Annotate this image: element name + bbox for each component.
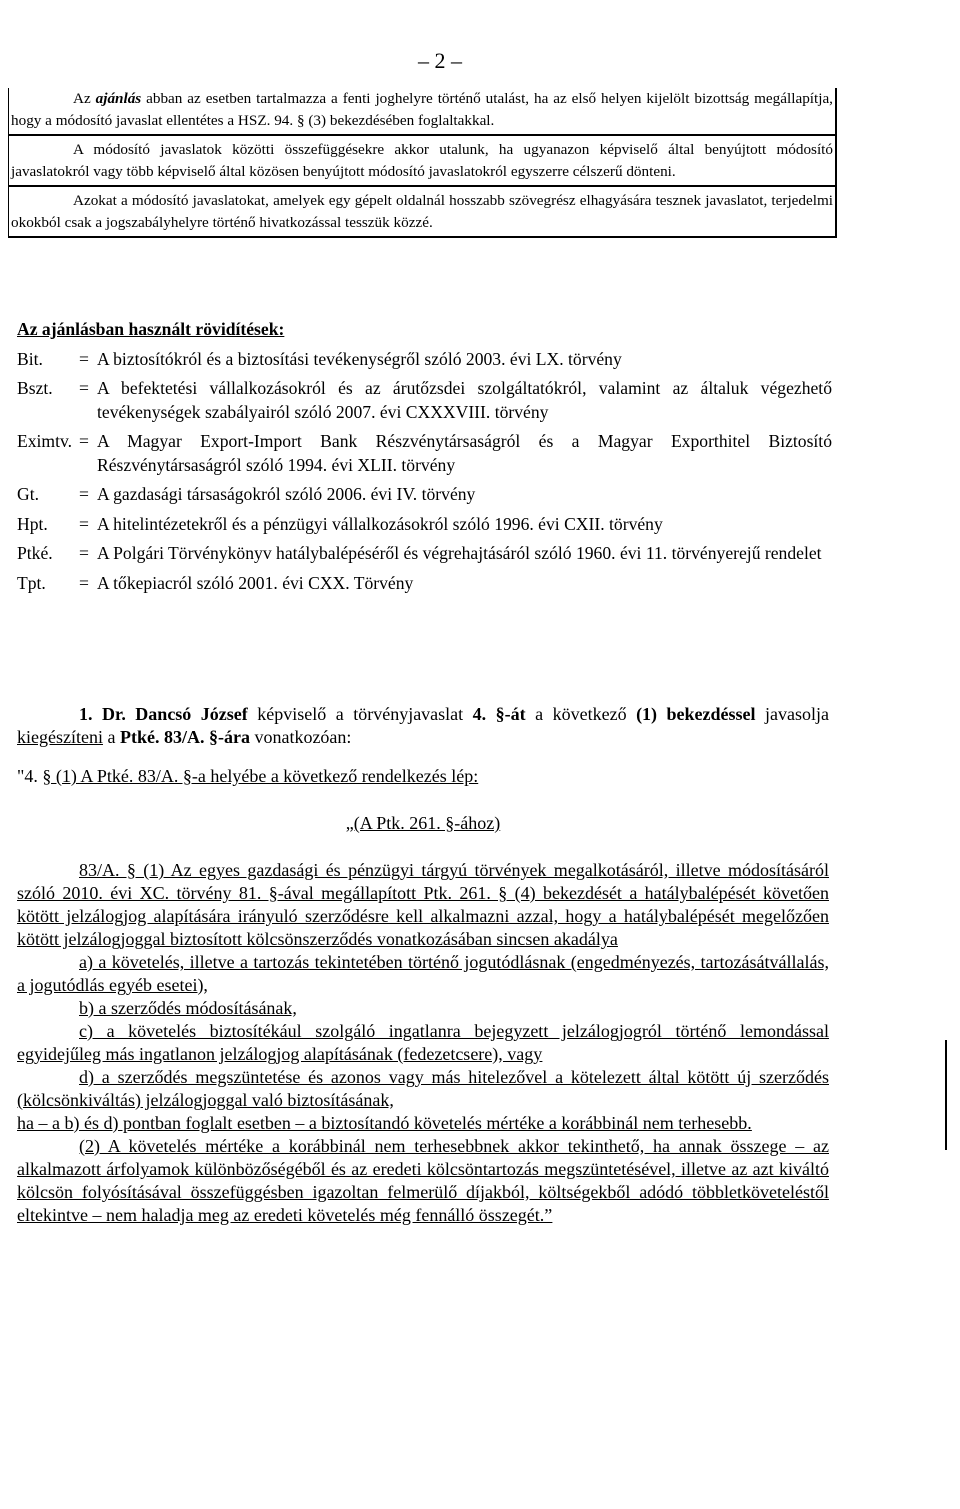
notice-text: abban az esetben tartalmazza a fenti joghelyre történő utalást, ha az első helyen kijelölt bizottság megállapítja, hogy a módosító javaslat ellentétes a HSZ. 94. § (3) bekezdésében foglaltakkal. [11,90,833,129]
page-number: – 2 – [418,48,462,73]
amendment-quote-line [17,765,829,788]
abbreviation-desc: A hitelintézetekről és a pénzügyi vállalkozásokról szóló 1996. évi CXII. törvény [97,513,663,534]
abbreviation-key: Gt. [17,484,39,504]
abbreviations-title: Az ajánlásban használt rövidítések: [17,319,285,339]
abbreviation-key: Eximtv. [17,431,73,451]
abbreviation-eq: = [79,348,89,369]
law-point-a: a) a követelés, illetve a tartozás tekintetében történő jogutódlásnak (engedményezés, tartozásátvállalás, a jogutódlás egyéb esetei), [17,952,829,995]
abbreviation-desc: A gazdasági társaságokról szóló 2006. évi IV. törvény [97,484,476,504]
amendment-author: Dr. Dancsó József [101,704,248,724]
abbreviation-desc: A Magyar Export-Import Bank Részvénytársaságról és a Magyar Exporthitel Biztosító Részvénytársaságról szóló 1994. évi XLII. törvény [97,431,832,475]
law-tail: ha – a b) és d) pontban foglalt esetben – a biztosítandó követelés mértéke a korábbinál nem terhesebb. [17,1113,752,1133]
abbreviation-desc: A Polgári Törvénykönyv hatálybalépéséről és végrehajtásáról szóló 1960. évi 11. törvényerejű rendelet [97,543,822,563]
abbreviation-desc: A biztosítókról és a biztosítási tevékenységről szóló 2003. évi LX. törvény [97,348,622,369]
abbreviation-key: Ptké. [17,543,53,563]
abbreviation-key: Hpt. [17,513,48,534]
abbreviation-eq: = [79,543,89,563]
abbreviation-key: Bszt. [17,378,53,398]
abbreviations-table [17,348,832,602]
amendment-section [17,703,829,1227]
notice-box [8,88,837,238]
amendment-number: 1. [79,704,93,724]
amendment-text: a következő [525,704,637,724]
law-heading: „(A Ptk. 261. §-ához) [345,813,501,833]
abbreviation-row [17,377,832,430]
abbreviation-desc: A befektetési vállalkozásokról és az árutőzsdei szolgáltatókról, valamint az általuk végezhető tevékenységek szabályairól szóló 2007. évi CXXXVIII. törvény [97,378,832,422]
quote-text: § (1) A Ptké. 83/A. §-a helyébe a következő rendelkezés lép: [42,766,479,786]
amendment-text: javasolja [755,704,829,724]
law-point-d: d) a szerződés megszüntetése és azonos vagy más hitelezővel a kötelezett által kötött új szerződés (kölcsönkiváltás) jelzálogjoggal való biztosításának, [17,1067,829,1110]
amendment-text: képviselő a törvényjavaslat [247,704,473,724]
abbreviation-row [17,483,832,513]
law-paragraph-2: (2) A követelés mértéke a korábbinál nem terhesebbnek akkor tekinthető, ha annak összege – az alkalmazott árfolyamok különbözőségéből és az eredeti kölcsöntartozás megszüntetésével, illetve az azt kiváltó kölcsön folyósításával összefüggésben igazoltan felmerülő díjakból, költségekből adódó többletköveteléstől eltekintve – nem haladja meg az eredeti követelés még fennálló összegét.” [17,1136,829,1225]
amendment-text: vonatkozóan: [249,727,352,747]
amendment-paragraph-ref: (1) bekezdéssel [636,704,756,724]
abbreviation-row [17,430,832,483]
notice-emphasis: ajánlás [95,90,142,107]
abbreviation-eq: = [79,572,89,593]
abbreviation-desc: A tőkepiacról szóló 2001. évi CXX. Törvény [97,572,414,593]
notice-paragraph-3: Azokat a módosító javaslatokat, amelyek egy gépelt oldalnál hosszabb szövegrész elhagyására tesznek javaslatot, terjedelmi okokból csak a jogszabályhelyre történő hivatkozással tesszük közzé. [9,185,835,236]
notice-paragraph-1 [9,88,835,134]
notice-text: Az [73,90,96,107]
amendment-section-ref: 4. §-át [472,704,526,724]
abbreviation-eq: = [79,484,89,504]
abbreviation-eq: = [79,378,89,398]
margin-bar [945,1040,947,1150]
abbreviation-row [17,572,832,602]
law-paragraph-1: 83/A. § (1) Az egyes gazdasági és pénzügyi tárgyú törvények megalkotásáról, illetve módosításáról szóló 2010. évi XC. törvény 81. §-ával megállapított Ptk. 261. § (4) bekezdését a hatálybalépését követően kötött jelzálogjog alapítására irányuló szerződésre kell alkalmazni azzal, hogy a hatálybalépését megelőzően kötött jelzálogjoggal biztosított kölcsönszerződés vonatkozásában sincsen akadálya [17,860,829,949]
abbreviation-row [17,542,832,572]
law-point-c: c) a követelés biztosítékául szolgáló ingatlanra bejegyzett jelzálogjogról történő lemondással egyidejűleg más ingatlanon jelzálogjog alapításának (fedezetcsere), vagy [17,1021,829,1064]
amendment-intro [17,703,829,749]
law-text [17,859,829,1227]
abbreviation-eq: = [79,431,89,451]
law-point-b: b) a szerződés módosításának, [79,998,297,1018]
abbreviations-section [17,318,832,601]
amendment-action: kiegészíteni [17,727,103,747]
notice-paragraph-2: A módosító javaslatok közötti összefüggésekre akkor utalunk, ha ugyanazon képviselő által benyújtott módosító javaslatokról vagy több képviselő által közösen benyújtott módosító javaslatokról egyszerre célszerű dönteni. [9,134,835,185]
abbreviation-row [17,513,832,543]
abbreviation-eq: = [79,513,89,534]
amendment-text: a [102,727,120,747]
quote-prefix: "4. [17,766,43,786]
amendment-target: Ptké. 83/A. §-ára [119,727,250,747]
abbreviation-key: Tpt. [17,572,46,593]
abbreviation-key: Bit. [17,348,43,369]
abbreviation-row [17,348,832,378]
